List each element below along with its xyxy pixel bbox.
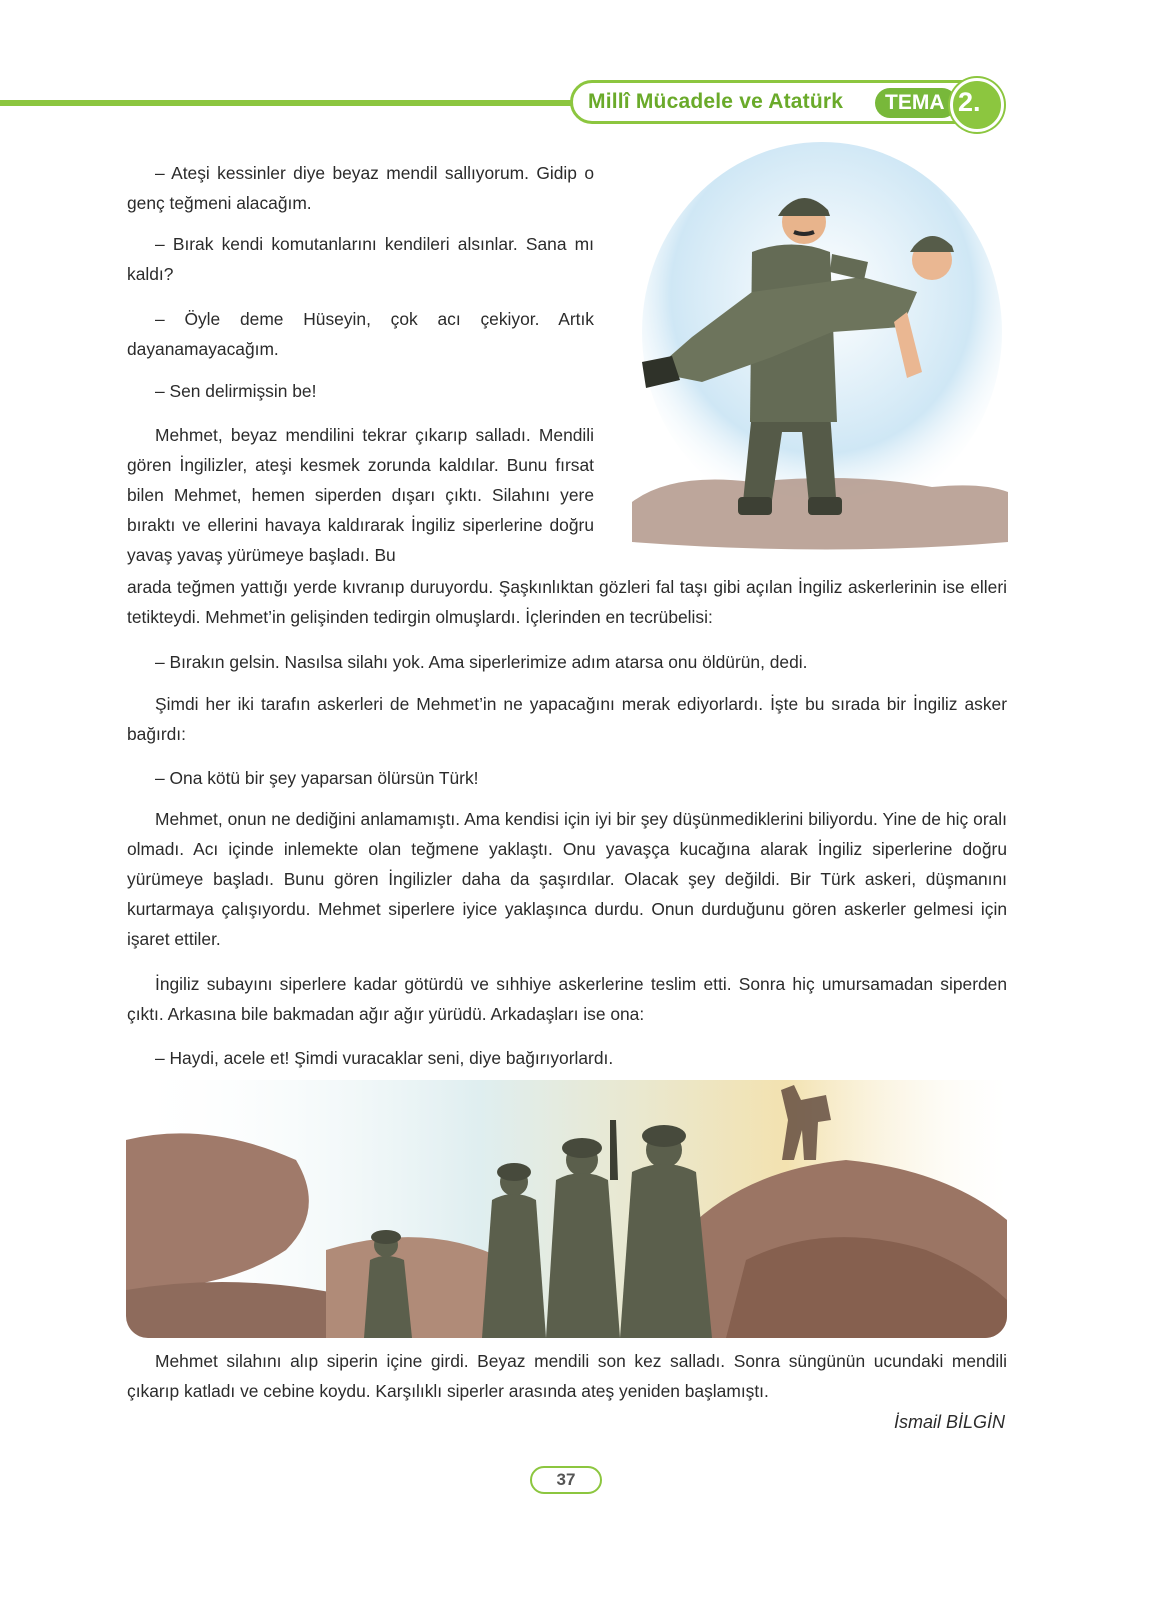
paragraph: – Bırak kendi komutanlarını kendileri alsınlar. Sana mı kaldı? [127, 234, 594, 284]
author-signature: İsmail BİLGİN [893, 1412, 1005, 1432]
tema-number: 2. [958, 87, 981, 117]
header-rule [0, 100, 600, 106]
paragraph: – Bırakın gelsin. Nasılsa silahı yok. Ama siperlerimize adım atarsa onu öldürün, dedi. [155, 652, 808, 672]
paragraph: – Öyle deme Hüseyin, çok acı çekiyor. Artık dayanamayacağım. [127, 309, 594, 359]
page-number: 37 [530, 1466, 602, 1494]
paragraph: – Sen delirmişsin be! [155, 381, 317, 401]
tema-label: TEMA [885, 91, 945, 114]
paragraph: – Ona kötü bir şey yaparsan ölürsün Türk! [155, 768, 479, 788]
soldier-carrying-officer-illustration [632, 142, 1008, 552]
paragraph: arada teğmen yattığı yerde kıvranıp duruyordu. Şaşkınlıktan gözleri fal taşı gibi açılan İngiliz askerlerinin ise elleri tetikteydi. Mehmet’in gelişinden tedirgin olmuşlardı. İçlerinden en tecrübelisi: [127, 577, 1007, 627]
trench-soldiers-illustration [126, 1060, 1007, 1338]
paragraph: İngiliz subayını siperlere kadar götürdü ve sıhhiye askerlerine teslim etti. Sonra hiç umursamadan siperden çıktı. Arkasına bile bakmadan ağır ağır yürüdü. Arkadaşları ise ona: [127, 974, 1007, 1024]
paragraph: Şimdi her iki tarafın askerleri de Mehmet’in ne yapacağını merak ediyorlardı. İşte bu sırada bir İngiliz asker bağırdı: [127, 694, 1007, 744]
paragraph: – Haydi, acele et! Şimdi vuracaklar seni, diye bağırıyorlardı. [155, 1048, 614, 1068]
paragraph: Mehmet silahını alıp siperin içine girdi. Beyaz mendili son kez salladı. Sonra süngünün ucundaki mendili çıkarıp katladı ve cebine koydu. Karşılıklı siperler arasında ateş yeniden başlamıştı. [127, 1351, 1007, 1401]
paragraph: Mehmet, onun ne dediğini anlamamıştı. Ama kendisi için iyi bir şey düşünmediklerini biliyordu. Yine de hiç oralı olmadı. Acı içinde inlemekte olan teğmene yaklaştı. Onu yavaşça kucağına alarak İngiliz siperlerine doğru yürümeye başladı. Bunu gören İngilizler daha da şaşırdılar. Olacak şey değildi. Bir Türk askeri, düşmanını kurtarmaya çalışıyordu. Mehmet siperlere iyice yaklaşınca durdu. Onun durduğunu gören askerler gelmesi için işaret ettiler. [127, 809, 1007, 949]
paragraph: – Ateşi kessinler diye beyaz mendil sallıyorum. Gidip o genç teğmeni alacağım. [127, 163, 594, 213]
paragraph: Mehmet, beyaz mendilini tekrar çıkarıp salladı. Mendili gören İngilizler, ateşi kesmek zorunda kaldılar. Bunu fırsat bilen Mehmet, hemen siperden dışarı çıktı. Silahını yere bıraktı ve ellerini havaya kaldırarak İngiliz siperlerine doğru yavaş yavaş yürümeye başladı. Bu [127, 425, 594, 565]
theme-title: Millî Mücadele ve Atatürk [588, 90, 844, 113]
